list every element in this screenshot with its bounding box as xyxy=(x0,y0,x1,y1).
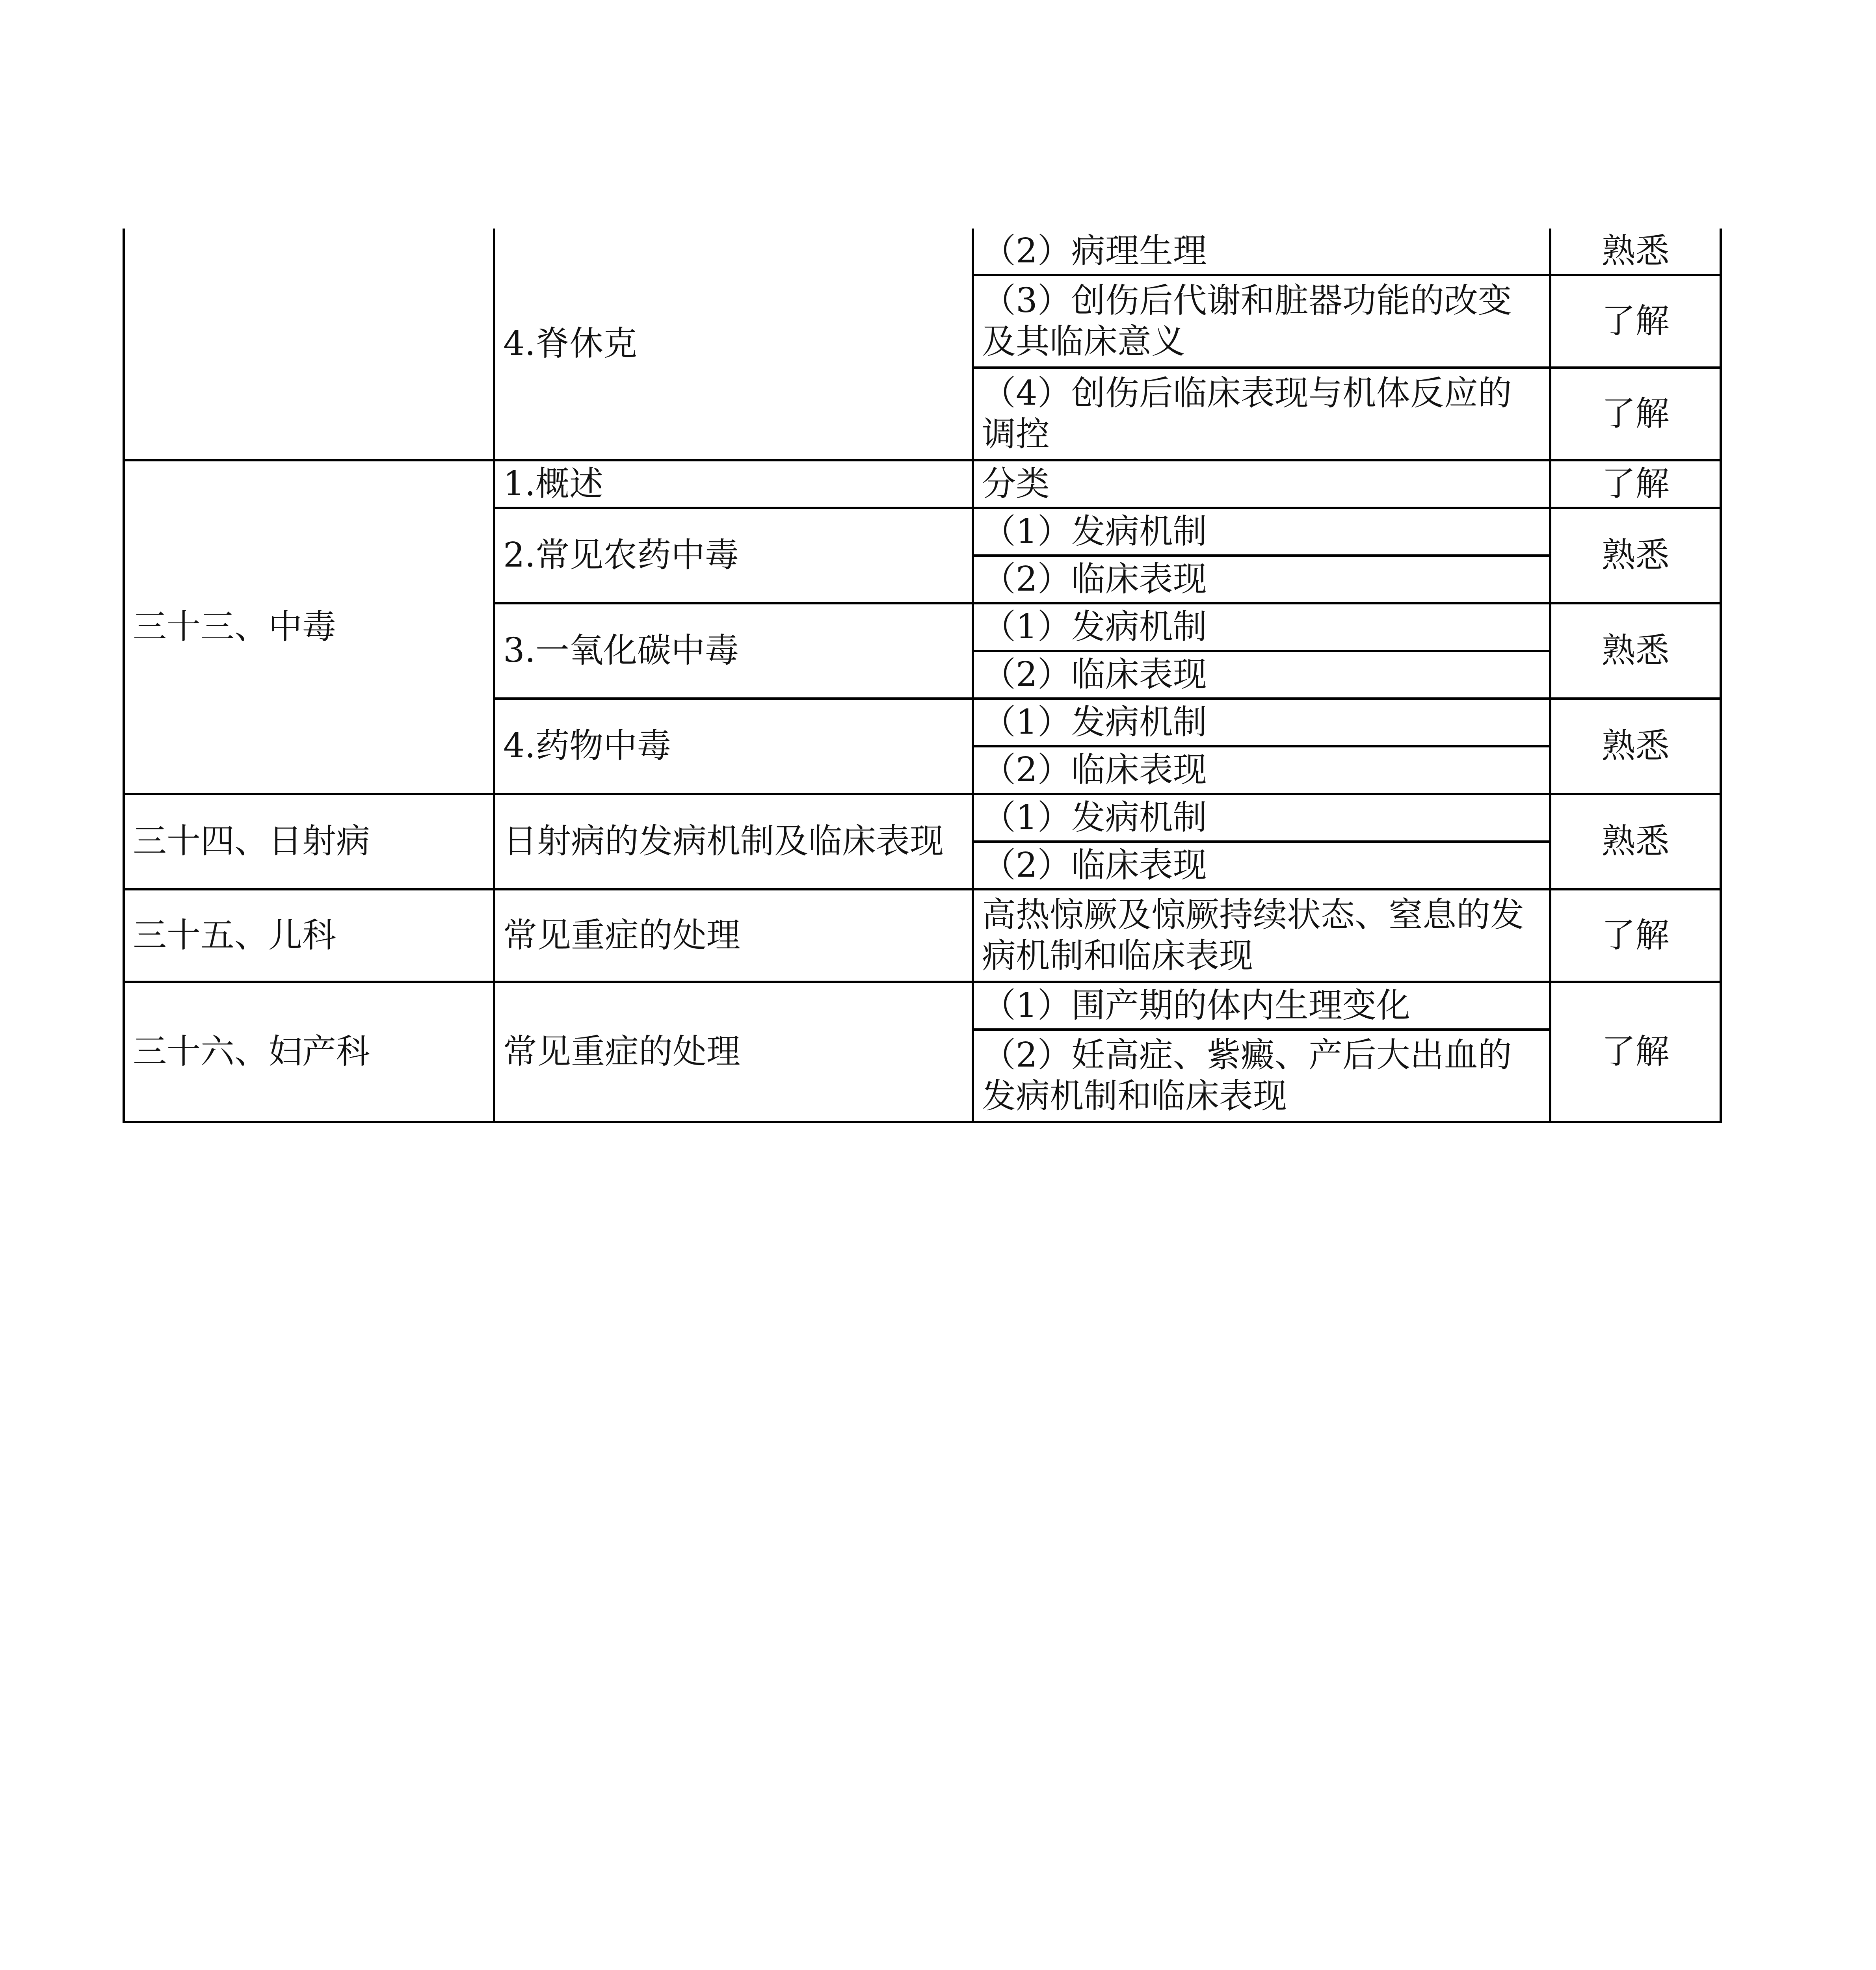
level-cell: 熟悉 xyxy=(1550,794,1721,889)
level-cell: 了解 xyxy=(1550,368,1721,460)
syllabus-table xyxy=(123,229,1722,1123)
subtopic-cell: 3.一氧化碳中毒 xyxy=(494,603,973,699)
level-cell: 了解 xyxy=(1550,889,1721,982)
level-cell: 了解 xyxy=(1550,982,1721,1122)
item-cell: （2）临床表现 xyxy=(973,842,1550,889)
chapter-cell: 三十四、日射病 xyxy=(124,794,494,889)
subtopic-cell: 日射病的发病机制及临床表现 xyxy=(494,794,973,889)
level-cell: 熟悉 xyxy=(1550,699,1721,794)
table-row xyxy=(124,460,1721,508)
chapter-cell: 三十三、中毒 xyxy=(124,460,494,794)
item-cell: （2）病理生理 xyxy=(973,229,1550,275)
chapter-cell-empty xyxy=(124,229,494,460)
subtopic-cell: 1.概述 xyxy=(494,460,973,508)
item-cell: （3）创伤后代谢和脏器功能的改变及其临床意义 xyxy=(973,275,1550,368)
item-cell: （2）妊高症、紫癜、产后大出血的发病机制和临床表现 xyxy=(973,1030,1550,1122)
item-cell: （1）发病机制 xyxy=(973,603,1550,651)
chapter-cell: 三十五、儿科 xyxy=(124,889,494,982)
table-row xyxy=(124,982,1721,1030)
level-cell: 了解 xyxy=(1550,275,1721,368)
item-cell: （4）创伤后临床表现与机体反应的调控 xyxy=(973,368,1550,460)
table-row xyxy=(124,229,1721,275)
item-cell: （1）发病机制 xyxy=(973,699,1550,746)
item-cell: （1）发病机制 xyxy=(973,508,1550,556)
table-row xyxy=(124,889,1721,982)
level-cell: 熟悉 xyxy=(1550,603,1721,699)
subtopic-cell: 常见重症的处理 xyxy=(494,982,973,1122)
item-cell: （2）临床表现 xyxy=(973,746,1550,794)
item-cell: （2）临床表现 xyxy=(973,651,1550,699)
item-cell: 分类 xyxy=(973,460,1550,508)
subtopic-cell: 2.常见农药中毒 xyxy=(494,508,973,603)
chapter-cell: 三十六、妇产科 xyxy=(124,982,494,1122)
table-row xyxy=(124,794,1721,842)
level-cell: 熟悉 xyxy=(1550,229,1721,275)
level-cell: 了解 xyxy=(1550,460,1721,508)
item-cell: （1）围产期的体内生理变化 xyxy=(973,982,1550,1030)
item-cell: （2）临床表现 xyxy=(973,556,1550,603)
subtopic-cell: 4.药物中毒 xyxy=(494,699,973,794)
level-cell: 熟悉 xyxy=(1550,508,1721,603)
subtopic-cell: 常见重症的处理 xyxy=(494,889,973,982)
item-cell: （1）发病机制 xyxy=(973,794,1550,842)
item-cell: 高热惊厥及惊厥持续状态、窒息的发病机制和临床表现 xyxy=(973,889,1550,982)
subtopic-cell: 4.脊休克 xyxy=(494,229,973,460)
